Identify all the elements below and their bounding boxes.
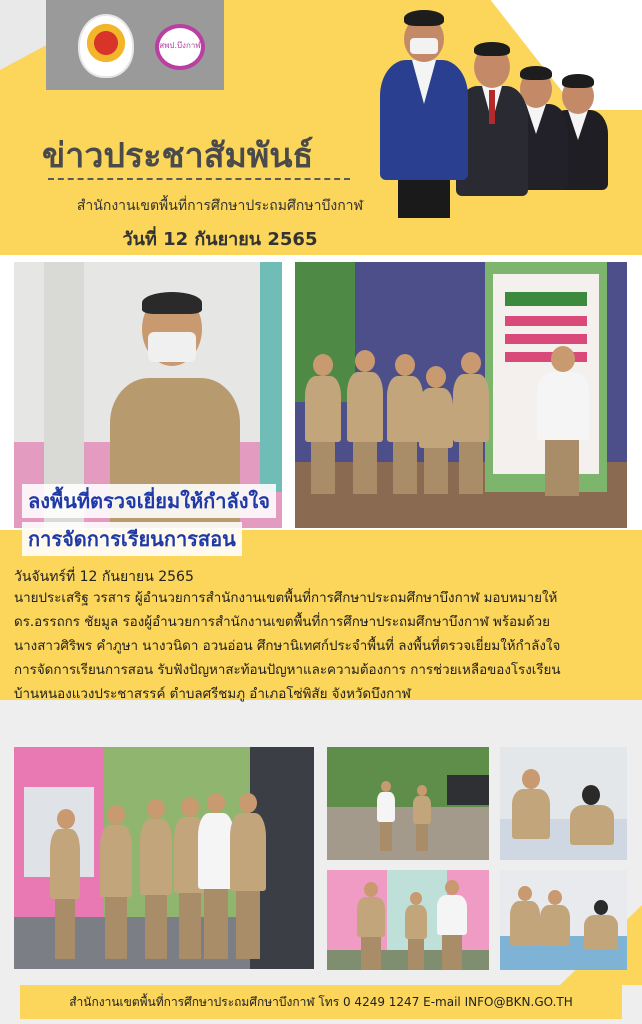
- page-title: ข่าวประชาสัมพันธ์: [42, 136, 314, 176]
- news-date: วันที่ 12 กันยายน 2565: [122, 229, 318, 250]
- article-body: [14, 587, 634, 707]
- photo-group-by-van: [14, 747, 314, 969]
- photo-paperwork-review: [500, 870, 627, 970]
- photo-group-at-school-sign: [295, 262, 627, 528]
- officials-group-image: [372, 8, 622, 218]
- office-name: สำนักงานเขตพื้นที่การศึกษาประถมศึกษาบึงกาฬ: [76, 198, 364, 214]
- office-brand-logo: [155, 24, 205, 70]
- headline-line-2: การจัดการเรียนการสอน: [22, 522, 242, 556]
- photo-walking-schoolyard: [327, 747, 489, 860]
- article-line: นางสาวศิริพร คำภูษา นางวนิดา อวนอ่อน ศึกษานิเทศก์ประจำพื้นที่ ลงพื้นที่ตรวจเยี่ยมให้กำลังใจ: [14, 639, 561, 654]
- article-line: ดร.อรรถกร ชัยมูล รองผู้อำนวยการสำนักงานเขตพื้นที่การศึกษาประถมศึกษาบึงกาฬ พร้อมด้วย: [14, 615, 550, 630]
- headline-line-1: ลงพื้นที่ตรวจเยี่ยมให้กำลังใจ: [22, 484, 276, 518]
- photo-official-talk: [327, 870, 489, 970]
- photo-meeting-desk: [500, 747, 627, 860]
- article-line: บ้านหนองแวงประชาสรรค์ ตำบลศรีชมภู อำเภอโซ่พิสัย จังหวัดบึงกาฬ: [14, 687, 411, 702]
- article-line: นายประเสริฐ วรสาร ผู้อำนวยการสำนักงานเขตพื้นที่การศึกษาประถมศึกษาบึงกาฬ มอบหมายให้: [14, 591, 558, 606]
- title-divider: [48, 178, 350, 180]
- footer-contact: สำนักงานเขตพื้นที่การศึกษาประถมศึกษาบึงกาฬ โทร 0 4249 1247 E-mail INFO@BKN.GO.TH: [69, 995, 573, 1009]
- ministry-seal-logo: [78, 14, 134, 78]
- article-line: การจัดการเรียนการสอน รับฟังปัญหาสะท้อนปัญหาและความต้องการ การช่วยเหลือของโรงเรียน: [14, 663, 561, 678]
- brand-logo-text: สพป.บึงกาฬ: [159, 40, 201, 50]
- article-date: วันจันทร์ที่ 12 กันยายน 2565: [14, 569, 194, 585]
